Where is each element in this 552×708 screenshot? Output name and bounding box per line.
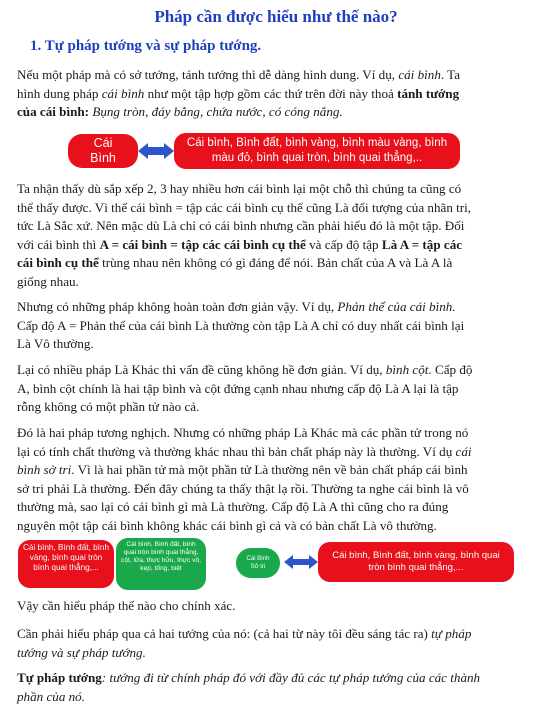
p3-line-2: Cấp độ A = Phản thể của cái bình Là thường còn tập Là A chỉ có duy nhất cái bình lại <box>17 317 465 333</box>
p2-line-1: Ta nhận thấy dù sắp xếp 2, 3 hay nhiều hơn cái bình lại một chỗ thì chúng ta cũng có <box>17 181 462 196</box>
p8-line-1: Tự pháp tướng: tướng đi từ chính pháp đó với đầy đủ các tự pháp tướng của các thành <box>17 670 481 685</box>
p5-line-3: bình sở tri. Vì là hai phần tử mà một phần tử Là thường nên về bản chất pháp cái bình <box>17 462 468 478</box>
paragraph-3 <box>17 298 537 354</box>
p1-line-3: của cái bình: Bụng tròn, đáy bằng, chứa nước, có cóng nắng. <box>17 104 343 120</box>
p5-line-2: lại có tính chất thường và thường khác nhau thì bản chất pháp này là thường. Ví dụ cái <box>17 443 472 459</box>
section-heading: 1. Tự pháp tướng và sự pháp tướng. <box>30 38 262 54</box>
p2-line-6: giống nhau. <box>17 273 79 289</box>
paragraph-4 <box>17 361 537 417</box>
p5-line-4: sở tri phải Là thường. Đến đây chúng ta thấy thật lạ rồi. Thường ta nghe cái bình là vô <box>17 480 469 496</box>
diagram2-box-4: Cái bình, Bình đất, bình vàng, bình quai tròn bình quai thẳng,... <box>318 542 514 582</box>
p5-line-5: thường mà, sao lại có cái bình gì mà Là thường. Cấp độ Là A thì cũng cho ra đúng <box>17 499 449 515</box>
p6-line-1: Vậy cần hiểu pháp thế nào cho chính xác. <box>17 598 236 613</box>
p5-line-1: Đó là hai pháp tương nghịch. Nhưng có những pháp Là Khác mà các phần tử trong nó <box>17 425 469 440</box>
paragraph-1 <box>17 66 537 122</box>
diagram2-box-2: Cái bình, Bình đất, bình quai tròn bình quai thẳng, cột, lửa, thực hữu, thực vô, kẹp, tổng, biệt <box>116 538 206 590</box>
p1-line-2: hình dung pháp cái bình như một tập hợp gồm các thứ trên đời này thoả tánh tướng <box>17 85 460 101</box>
p3-line-1: Nhưng có những pháp không hoàn toàn đơn giản vậy. Ví dụ, Phản thể của cái bình. <box>17 299 456 314</box>
p7-line-1: Cần phải hiểu pháp qua cả hai tướng của nó: (cả hai từ này tôi đều sáng tác ra) tự pháp <box>17 626 472 641</box>
p5-line-6: nguyên một tập cái bình không khác cái bình gì cả và có bản chất Là vô thường. <box>17 517 437 533</box>
diagram1-left-pill: Cái Bình <box>68 134 138 168</box>
p1-line-1: Nếu một pháp mà có sở tướng, tánh tướng thì dễ dàng hình dung. Ví dụ, cái bình. Ta <box>17 67 461 82</box>
diagram1-right-box: Cái bình, Bình đất, bình vàng, bình màu vàng, bình màu đỏ, bình quai tròn, bình quai thẳng,.. <box>174 133 460 169</box>
double-arrow-icon <box>138 142 174 160</box>
p8-line-2: phần của nó. <box>17 688 86 704</box>
diagram2-box-3-line-2: Sở tri <box>250 564 266 570</box>
p2-line-2: thể thấy được. Vì thế cái bình = tập các cái bình cụ thể cũng Là đối tượng của nhãn tri, <box>17 199 472 215</box>
paragraph-5 <box>17 424 537 536</box>
double-arrow-icon-2 <box>284 554 318 570</box>
p7-line-2: tướng và sự pháp tướng. <box>17 644 146 660</box>
p2-line-3: tức Là Sắc xứ. Nên mặc dù Là chỉ có cái bình nhưng cần phải hiểu đó là một tập. Đối <box>17 218 465 234</box>
diagram2-box-3-line-1: Cái Bình <box>246 556 270 562</box>
paragraph-8 <box>17 669 537 706</box>
page-title: Pháp cần được hiểu như thế nào? <box>154 7 398 26</box>
p4-line-2: A, bình cột chính là hai tập bình và cột đứng cạnh nhau nhưng cấp độ Là A lại là tập <box>17 380 459 396</box>
p4-line-1: Lại có nhiều pháp Là Khác thì vấn đề cũng không hề đơn giản. Ví dụ, bình cột. Cấp độ <box>17 362 473 377</box>
paragraph-2 <box>17 180 537 292</box>
p3-line-3: Là Vô thường. <box>17 336 94 352</box>
p2-line-4: với cái bình thì A = cái bình = tập các cái bình cụ thể và cấp độ tập Là A = tập các <box>17 236 463 252</box>
paragraph-6 <box>17 597 537 616</box>
diagram2-box-3 <box>236 548 280 578</box>
p2-line-5: cái bình cụ thể trùng nhau nên không có gì đáng để nói. Bản chất của A và Là A là <box>17 255 453 271</box>
paragraph-7 <box>17 625 537 662</box>
diagram2-box-1: Cái bình, Bình đất, bình vàng, bình quai tròn bình quai thẳng,... <box>18 540 114 588</box>
p4-line-3: rỗng không có một phần tử nào cả. <box>17 399 200 415</box>
